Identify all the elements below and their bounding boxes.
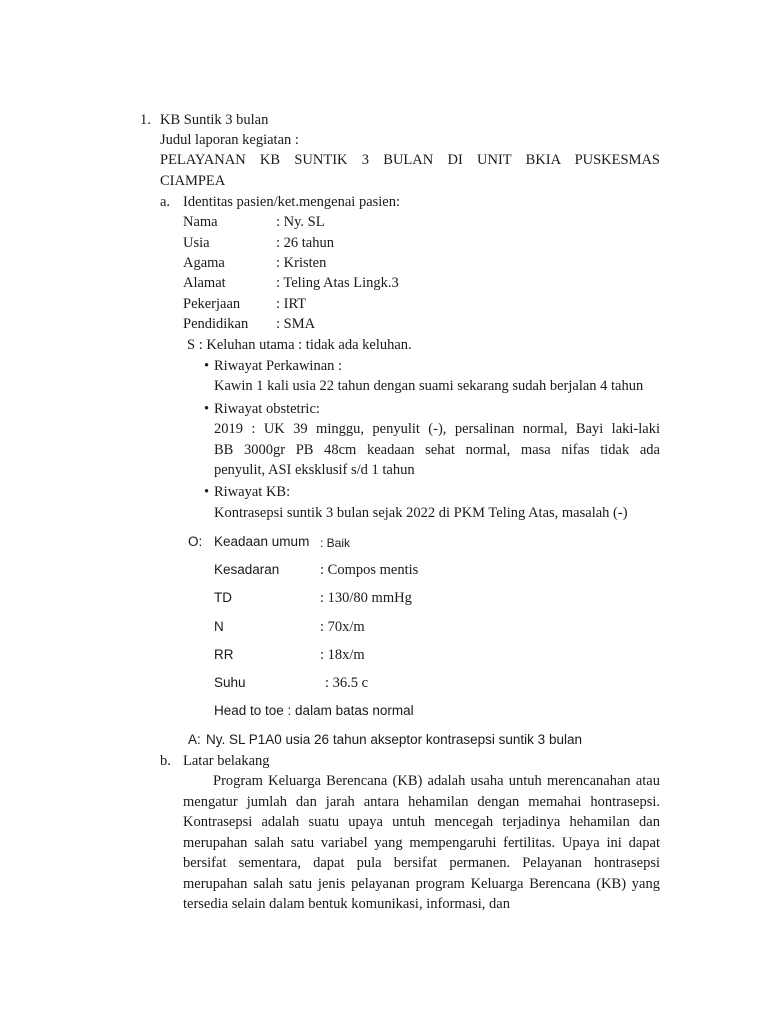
objective-value: : 130/80 mmHg [320,590,412,606]
bullet-text: Kontrasepsi suntik 3 bulan sejak 2022 di PKM Teling Atas, masalah (-) [214,505,628,521]
objective-label: TD [214,590,232,605]
bullet-title: Riwayat KB: [214,484,291,500]
objective-value: : Baik [320,536,351,550]
list-number: 1. [140,112,151,128]
report-title-line2: CIAMPEA [160,173,226,189]
identity-label: Alamat [183,275,226,291]
objective-label: Suhu [214,675,246,690]
report-title-line1: PELAYANAN KB SUNTIK 3 BULAN DI UNIT BKIA PUSKESMAS [160,152,660,168]
identity-label: Usia [183,235,210,251]
section-b-heading: Latar belakang [183,753,270,769]
background-paragraph: Program Keluarga Berencana (KB) adalah usaha untuh merencanahan atau mengatur jumlah dan jarah antara hehamilan dengan memahai hontrasepsi. Kontrasepsi adalah suatu upaya untuh mencegah terjadinya hehamilan dan merupahan salah satu variabel yang mempengaruhi fertilitas. Upaya ini dapat bersifat sementara, dapat pula bersifat permanen. Pelayanan hontrasepsi merupahan salah satu jenis pelayanan program Keluarga Berencana (KB) yang tersedia selain dalam bentuk komunikasi, informasi, dan [183,773,660,912]
bullet-text: BB 3000gr PB 48cm keadaan sehat normal, masa nifas tidak ada [214,442,660,458]
assessment-text: Ny. SL P1A0 usia 26 tahun akseptor kontrasepsi suntik 3 bulan [206,732,582,747]
bullet-text: 2019 : UK 39 minggu, penyulit (-), persalinan normal, Bayi laki-laki [214,421,660,437]
objective-value: : 36.5 c [325,675,369,691]
objective-value: : Compos mentis [320,562,419,578]
identity-value: : IRT [276,296,307,312]
report-title-label: Judul laporan kegiatan : [160,132,299,148]
bullet-text: Kawin 1 kali usia 22 tahun dengan suami sekarang sudah berjalan 4 tahun [214,378,644,394]
bullet-title: Riwayat Perkawinan : [214,358,343,374]
objective-label: N [214,619,224,634]
identity-label: Agama [183,255,225,271]
objective-label: Keadaan umum [214,534,310,549]
objective-value: : 70x/m [320,619,365,635]
identity-value: : SMA [276,316,316,332]
identity-value: : 26 tahun [276,235,334,251]
bullet-marker: • [204,484,210,500]
identity-value: : Teling Atas Lingk.3 [276,275,399,291]
objective-label: RR [214,647,234,662]
objective-prefix: O: [188,534,203,549]
subjective-line: S : Keluhan utama : tidak ada keluhan. [187,337,412,353]
bullet-text: penyulit, ASI eksklusif s/d 1 tahun [214,462,415,478]
bullet-marker: • [204,358,210,374]
identity-label: Pekerjaan [183,296,241,312]
section-b-letter: b. [160,753,171,769]
objective-value: : 18x/m [320,647,365,663]
section-a-heading: Identitas pasien/ket.mengenai pasien: [183,194,401,210]
item-title: KB Suntik 3 bulan [160,112,269,128]
bullet-marker: • [204,401,210,417]
objective-label: Kesadaran [214,562,280,577]
identity-label: Nama [183,214,218,230]
identity-label: Pendidikan [183,316,249,332]
identity-value: : Ny. SL [276,214,325,230]
bullet-title: Riwayat obstetric: [214,401,320,417]
section-a-letter: a. [160,194,171,210]
head-to-toe-line: Head to toe : dalam batas normal [214,703,414,718]
assessment-prefix: A: [188,732,201,747]
identity-value: : Kristen [276,255,327,271]
